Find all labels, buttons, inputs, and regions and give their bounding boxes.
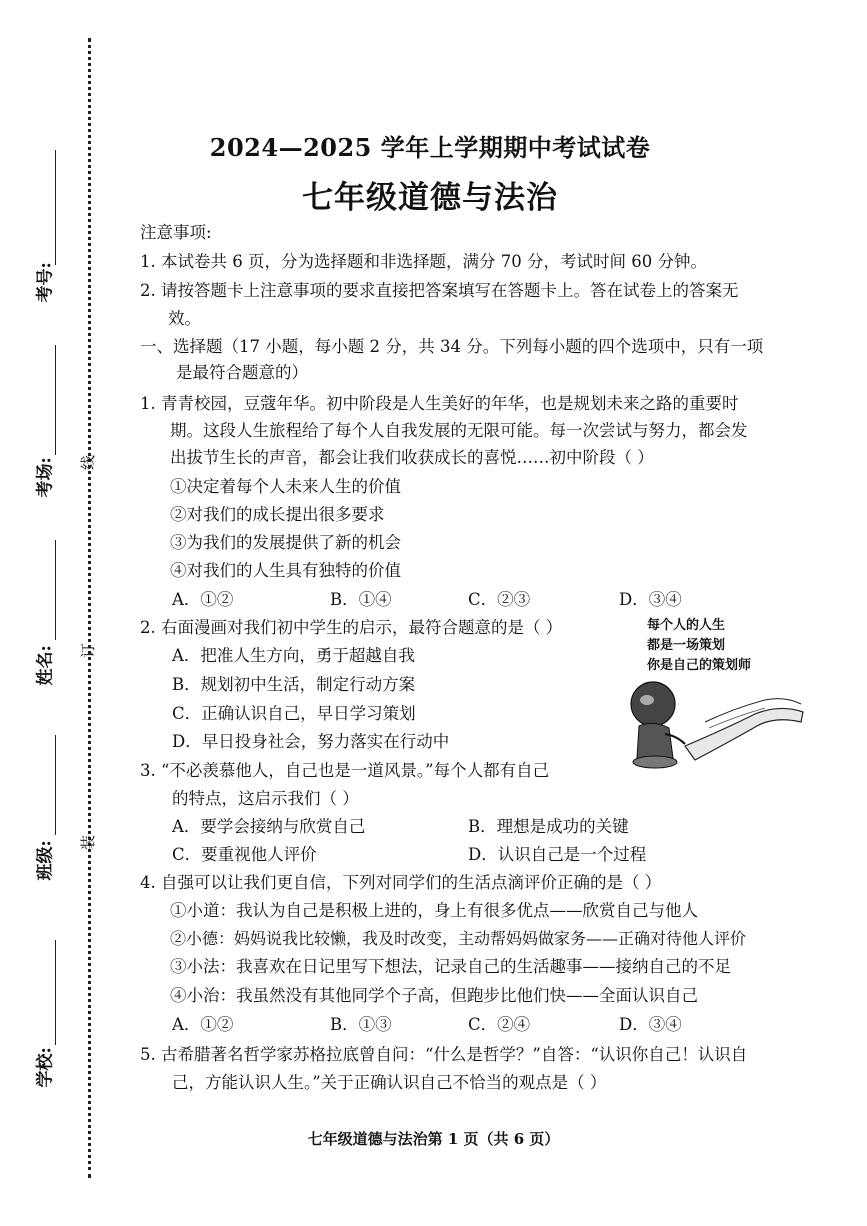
q4-option-a: A．①②: [172, 1015, 234, 1034]
q5-stem-line1: 5. 古希腊著名哲学家苏格拉底曾自问：“什么是哲学？”自答：“认识你自己！认识自: [140, 1045, 748, 1064]
field-exam-room: [20, 345, 80, 505]
q3-stem-line1: 3. “不必羡慕他人，自己也是一道风景。”每个人都有自己: [140, 761, 550, 780]
q1-stem-line3: 出拔节生长的声音，都会让我们收获成长的喜悦……初中阶段（ ）: [170, 448, 654, 467]
blank-line: [55, 540, 56, 640]
q3-option-c: C．要重视他人评价: [172, 845, 317, 864]
q1-statement-3: ③为我们的发展提供了新的机会: [170, 533, 401, 552]
exam-title: 2024—2025 学年上学期期中考试试卷: [209, 133, 651, 162]
field-school: [20, 940, 80, 1100]
section-heading-cont: 是最符合题意的）: [176, 363, 308, 382]
q1-statement-2: ②对我们的成长提出很多要求: [170, 505, 385, 524]
q1-option-b: B．①④: [330, 590, 392, 609]
q3-option-a: A．要学会接纳与欣赏自己: [172, 817, 366, 836]
notes-item-2-cont: 效。: [168, 309, 201, 328]
q1-stem-line1: 1. 青青校园，豆蔻年华。初中阶段是人生美好的年华，也是规划未来之路的重要时: [140, 394, 739, 413]
field-class: [20, 735, 80, 895]
notes-item-1: 1. 本试卷共 6 页，分为选择题和非选择题，满分 70 分，考试时间 60 分钟。: [140, 252, 707, 271]
cartoon-drawing: [625, 674, 805, 774]
blank-line: [55, 940, 56, 1045]
q4-option-c: C．②④: [468, 1015, 531, 1034]
q4-option-d: D．③④: [619, 1015, 682, 1034]
q4-statement-2: ②小德：妈妈说我比较懒，我及时改变，主动帮妈妈做家务——正确对待他人评价: [170, 929, 747, 948]
exam-subject: 七年级道德与法治: [302, 180, 558, 216]
field-name: [20, 540, 80, 700]
notes-item-2: 2. 请按答题卡上注意事项的要求直接把答案填写在答题卡上。答在试卷上的答案无: [140, 281, 739, 300]
cartoon-caption-3: 你是自己的策划师: [647, 658, 752, 673]
blank-line: [55, 150, 56, 265]
field-label: 班级:: [35, 840, 56, 881]
q2-option-c: C．正确认识自己，早日学习策划: [172, 704, 416, 723]
page-footer: 七年级道德与法治第 1 页（共 6 页）: [307, 1130, 560, 1148]
q1-option-d: D．③④: [619, 590, 682, 609]
q2-stem: 2. 右面漫画对我们初中学生的启示，最符合题意的是（ ）: [140, 618, 563, 637]
q1-option-c: C．②③: [468, 590, 531, 609]
q5-stem-line2: 己，方能认识人生。”关于正确认识自己不恰当的观点是（ ）: [172, 1073, 607, 1092]
cartoon-illustration: [625, 612, 805, 772]
cut-dotted-line: [88, 38, 91, 1178]
notes-heading: 注意事项:: [140, 223, 212, 242]
q2-option-a: A．把准人生方向，勇于超越自我: [172, 646, 415, 665]
cartoon-caption-1: 每个人的人生: [647, 618, 726, 633]
blank-line: [55, 735, 56, 835]
section-heading: 一、选择题（17 小题，每小题 2 分，共 34 分。下列每小题的四个选项中，只有一项: [140, 337, 764, 356]
cut-mark-bind: 装: [79, 834, 98, 851]
binding-strip: [0, 0, 100, 1226]
field-label: 考号:: [35, 262, 56, 303]
q2-option-d: D．早日投身社会，努力落实在行动中: [172, 732, 450, 751]
cut-mark-order: 订: [79, 642, 98, 659]
q4-option-b: B．①③: [330, 1015, 392, 1034]
q4-statement-3: ③小法：我喜欢在日记里写下想法，记录自己的生活趣事——接纳自己的不足: [170, 957, 731, 976]
q1-option-a: A．①②: [172, 590, 234, 609]
blank-line: [55, 345, 56, 455]
q2-option-b: B．规划初中生活，制定行动方案: [172, 675, 416, 694]
q1-stem-line2: 期。这段人生旅程给了每个人自我发展的无限可能。每一次尝试与努力，都会发: [170, 421, 748, 440]
q4-statement-1: ①小道：我认为自己是积极上进的，身上有很多优点——欣赏自己与他人: [170, 901, 698, 920]
field-label: 考场:: [35, 457, 56, 498]
field-label: 学校:: [35, 1047, 56, 1088]
field-exam-number: [20, 150, 80, 320]
q1-statement-1: ①决定着每个人未来人生的价值: [170, 477, 401, 496]
q1-statement-4: ④对我们的人生具有独特的价值: [170, 561, 401, 580]
cartoon-caption-2: 都是一场策划: [647, 638, 726, 653]
q4-statement-4: ④小治：我虽然没有其他同学个子高，但跑步比他们快——全面认识自己: [170, 986, 698, 1005]
q3-option-b: B．理想是成功的关键: [468, 817, 629, 836]
q4-stem: 4. 自强可以让我们更自信，下列对同学们的生活点滴评价正确的是（ ）: [140, 873, 662, 892]
cut-mark-line: 线: [79, 454, 98, 471]
q3-stem-line2: 的特点，这启示我们（ ）: [172, 789, 359, 808]
q3-option-d: D．认识自己是一个过程: [468, 845, 647, 864]
field-label: 姓名:: [35, 645, 56, 686]
